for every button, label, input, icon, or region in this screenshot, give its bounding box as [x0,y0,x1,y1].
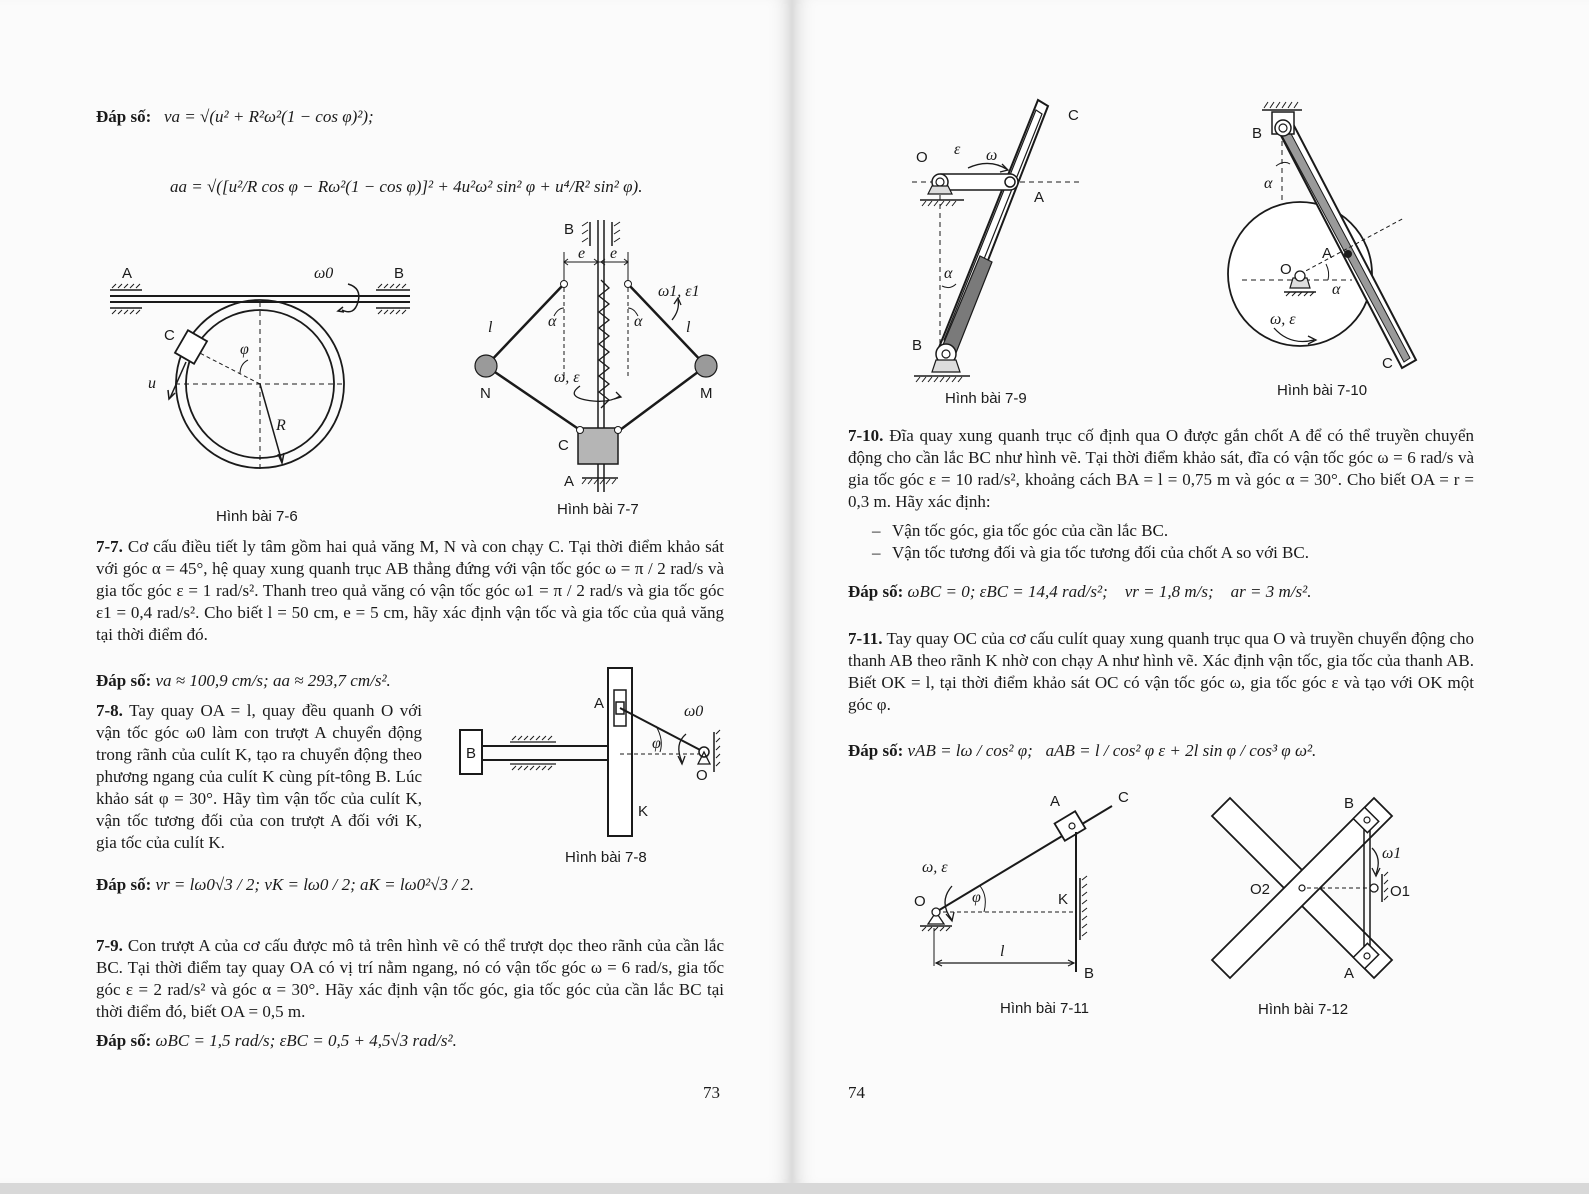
problem-7-7-text: Cơ cấu điều tiết ly tâm gồm hai quả văng M, N và con chạy C. Tại thời điểm khảo sát với góc α = 45°, hệ quay xung quanh trục AB thẳng đứng với vận tốc góc ω = π / 2 rad/s và gia tốc góc ε = 1 rad/s². Thanh treo quả văng có vận tốc góc ω1 = π / 2 rad/s và gia tốc góc ε1 = 0,4 rad/s². Cho biết l = 50 cm, e = 5 cm, hãy xác định vận tốc và gia tốc của quả văng tại thời điểm đó. [96,537,725,644]
fig711-label-a: A [1050,793,1061,810]
fig77-label-l1: l [488,319,493,336]
fig78-label-omega0: ω0 [684,703,704,720]
page-73 [0,0,792,1183]
fig79-label-alpha: α [944,265,953,282]
answer-7-8-text: vr = lω0√3 / 2; vK = lω0 / 2; aK = lω0²√3 / 2. [155,875,474,894]
figure-7-7 [468,216,728,496]
problem-7-10-item-1: – Vận tốc góc, gia tốc góc của cần lắc BC. [870,520,1474,542]
fig76-label-r: R [276,417,286,434]
fig77-label-e2: e [610,245,618,262]
answer-7-6-va: va = √(u² + R²ω²(1 − cos φ)²); [164,107,374,126]
fig79-label-omega: ω [986,147,998,164]
fig77-label-e1: e [578,245,586,262]
problem-7-11-text: Tay quay OC của cơ cấu culít quay xung quanh trục qua O và truyền chuyển động cho thanh AB theo rãnh K nhờ con chạy A như hình vẽ. Xác định vận tốc, gia tốc của thanh AB. Biết OK = l, tại thời điểm khảo sát OC có vận tốc góc ω, gia tốc góc ε và tạo với OK một góc φ. [848,629,1474,714]
fig710-label-a: A [1322,245,1333,262]
fig711-label-c: C [1118,789,1129,806]
figure-7-11 [912,788,1152,988]
fig77-label-alpha2: α [634,313,643,330]
fig77-label-b: B [564,221,575,238]
fig712-label-o1: O1 [1390,883,1411,900]
answer-7-7-text: va ≈ 100,9 cm/s; aa ≈ 293,7 cm/s². [155,671,391,690]
figure-7-6 [100,262,420,522]
fig78-label-b: B [466,745,477,762]
problem-7-10-item-2: – Vận tốc tương đối và gia tốc tương đối của chốt A so với BC. [870,542,1474,564]
fig710-label-alpha1: α [1264,175,1273,192]
figure-7-8 [456,664,736,844]
problem-7-10-text: Đĩa quay xung quanh trục cố định qua O được gắn chốt A để có thể truyền chuyển động cho cần lắc BC như hình vẽ. Tại thời điểm khảo sát, đĩa có vận tốc góc ω = 6 rad/s và gia tốc góc ε = 10 rad/s², khoảng cách BA = l = 0,75 m và góc α = 30°. Cho biết OA = r = 0,3 m. Hãy xác định: [848,426,1474,511]
fig77-label-omega-eps: ω, ε [554,369,580,386]
fig79-label-a: A [1034,189,1045,206]
fig76-label-a: A [122,265,133,282]
fig710-label-o: O [1280,261,1292,278]
problem-7-11 [848,628,1474,716]
caption-7-12: Hình bài 7-12 [1258,1001,1349,1018]
page-number-73: 73 [703,1083,720,1102]
problem-7-10-number: 7-10. [848,426,884,445]
fig78-label-o: O [696,767,708,784]
fig79-label-b: B [912,337,923,354]
problem-7-11-number: 7-11. [848,629,883,648]
answer-7-11: Đáp số: vAB = lω / cos² φ; aAB = l / cos² φ ε + 2l sin φ / cos³ φ ω². [848,741,1317,760]
problem-7-7 [96,536,724,646]
fig76-label-u: u [148,375,156,392]
bottom-edge [0,1183,1589,1194]
fig76-label-phi: φ [240,341,249,358]
problem-7-9-text: Con trượt A của cơ cấu được mô tả trên hình vẽ có thể trượt dọc theo rãnh của cần lắc BC. Tại thời điểm tay quay OA có vị trí nằm ngang, nó có vận tốc góc ω = 6 rad/s, gia tốc góc ε = 2 rad/s² và góc α = 30°. Hãy xác định vận tốc góc, gia tốc góc của cần lắc BC tại thời điểm đó, biết OA = 0,5 m. [96,936,724,1021]
answer-7-9-text: ωBC = 1,5 rad/s; εBC = 0,5 + 4,5√3 rad/s². [155,1031,457,1050]
answer-7-11-text: vAB = lω / cos² φ; aAB = l / cos² φ ε + 2l sin φ / cos³ φ ω². [907,741,1317,760]
figure-7-12 [1204,790,1434,990]
fig710-label-omega-eps: ω, ε [1270,311,1296,328]
fig77-label-l2: l [686,319,691,336]
answer-7-10: Đáp số: ωBC = 0; εBC = 14,4 rad/s²; vr = 1,8 m/s; ar = 3 m/s². [848,582,1312,601]
fig76-ring [175,300,345,472]
fig76-label-omega0: ω0 [314,265,334,282]
fig711-label-l: l [1000,943,1005,960]
fig711-label-omega-eps: ω, ε [922,859,948,876]
problem-7-10 [848,425,1474,513]
caption-7-7: Hình bài 7-7 [557,501,639,518]
fig76-label-b: B [394,265,405,282]
problem-7-9 [96,935,724,1023]
fig79-label-eps: ε [954,141,961,158]
fig76-label-c: C [164,327,175,344]
fig77-label-a: A [564,473,575,490]
fig712-label-o2: O2 [1250,881,1271,898]
answer-7-7: Đáp số: va ≈ 100,9 cm/s; aa ≈ 293,7 cm/s². [96,671,391,690]
fig77-label-n: N [480,385,491,402]
problem-7-7-number: 7-7. [96,537,123,556]
caption-7-8: Hình bài 7-8 [565,849,647,866]
fig711-label-k: K [1058,891,1069,908]
problem-7-8-text: Tay quay OA = l, quay đều quanh O với vận tốc góc ω0 làm con trượt A chuyển động trong rãnh của culít K, tạo ra chuyển động theo phương ngang của culít K cùng pít-tông B. Lúc khảo sát φ = 30°. Hãy tìm vận tốc của culít K, vận tốc tương đối của con trượt A đối với K, gia tốc của culít K. [96,701,422,852]
page-74 [792,0,1589,1183]
fig78-label-phi: φ [652,735,661,752]
fig710-label-b: B [1252,125,1263,142]
fig78-label-a: A [594,695,605,712]
fig712-label-omega1: ω1 [1382,845,1402,862]
caption-7-11: Hình bài 7-11 [1000,1000,1089,1017]
problem-7-9-number: 7-9. [96,936,123,955]
fig710-label-alpha2: α [1332,281,1341,298]
caption-7-9: Hình bài 7-9 [945,390,1027,407]
page-number-74: 74 [848,1083,865,1102]
problem-7-8-number: 7-8. [96,701,123,720]
caption-7-10: Hình bài 7-10 [1277,382,1368,399]
fig79-label-c: C [1068,107,1079,124]
fig78-label-k: K [638,803,649,820]
answer-7-9: Đáp số: ωBC = 1,5 rad/s; εBC = 0,5 + 4,5√3 rad/s². [96,1031,457,1050]
fig77-label-omega1-eps1: ω1, ε1 [658,283,700,300]
problem-7-8 [96,700,422,854]
answer-7-6-aa: aa = √([u²/R cos φ − Rω²(1 − cos φ)]² + 4u²ω² sin² φ + u⁴/R² sin² φ). [170,177,643,196]
fig712-label-a: A [1344,965,1355,982]
fig77-label-alpha1: α [548,313,557,330]
figure-7-10 [1236,98,1436,378]
fig712-label-b: B [1344,795,1355,812]
fig710-label-c: C [1382,355,1393,372]
fig77-label-m: M [700,385,713,402]
fig79-label-o: O [916,149,928,166]
fig711-label-phi: φ [972,889,981,906]
figure-7-9 [910,96,1110,396]
fig77-label-c: C [558,437,569,454]
answer-7-8: Đáp số: vr = lω0√3 / 2; vK = lω0 / 2; aK = lω0²√3 / 2. [96,875,474,894]
problem-7-10-list [870,520,1474,564]
caption-7-6: Hình bài 7-6 [216,508,298,525]
fig711-label-b: B [1084,965,1095,982]
answer-7-10-text: ωBC = 0; εBC = 14,4 rad/s²; vr = 1,8 m/s; ar = 3 m/s². [907,582,1312,601]
fig711-label-o: O [914,893,926,910]
answer-7-6-label: Đáp số: [96,107,152,126]
